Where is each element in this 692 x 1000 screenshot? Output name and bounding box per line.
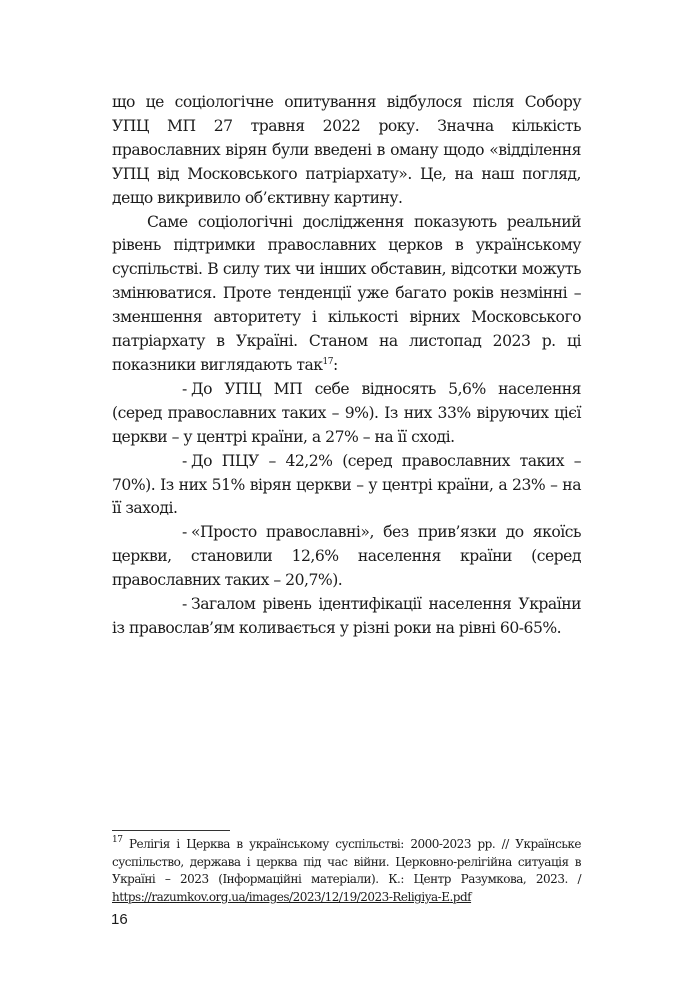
list-item xyxy=(112,378,581,450)
main-text xyxy=(112,91,581,641)
list-item-text: До УПЦ МП себе відносять 5,6% населення (серед православних таких – 9%). Із них 33% віруючих цієї церкви – у центрі країни, а 27% – на її сході. xyxy=(112,379,581,446)
list-item-text: «Просто православні», без прив’язки до якоїсь церкви, становили 12,6% населення країни (серед православних таких – 20,7%). xyxy=(112,523,581,590)
page-number: 16 xyxy=(111,911,128,928)
paragraph-2-text: Саме соціологічні дослідження показують реальний рівень підтримки православних церков в українському суспільстві. В силу тих чи інших обставин, відсотки можуть змінюватися. Проте тенденції уже багато років незмінні – зменшення авторитету і кількості вірних Московського патріархату в Україні. Станом на листопад 2023 р. ці показники виглядають так xyxy=(112,212,581,374)
list-item-text: Загалом рівень ідентифікації населення України із православ’ям коливається у різні роки на рівні 60-65%. xyxy=(112,595,581,637)
paragraph-2-tail: : xyxy=(332,355,338,374)
footnote-number: 17 xyxy=(112,835,123,845)
list-item xyxy=(112,593,581,641)
list-item-text: До ПЦУ – 42,2% (серед православних таких – 70%). Із них 51% вірян церкви – у центрі країни, а 23% – на її заході. xyxy=(112,451,581,518)
list-marker: - xyxy=(182,379,187,398)
list-item xyxy=(112,450,581,522)
footnote xyxy=(112,836,581,907)
list-marker: - xyxy=(182,451,187,470)
footnote-text: Релігія і Церква в українському суспільстві: 2000-2023 рр. // Українське суспільство, держава і церква під час війни. Церковно-релігійна ситуація в Україні – 2023 (Інформаційні матеріали). К.: Центр Разумкова, 2023. / xyxy=(112,837,581,887)
list-item xyxy=(112,521,581,593)
list-marker: - xyxy=(182,523,187,542)
list-marker: - xyxy=(182,595,187,614)
paragraph-1: що це соціологічне опитування відбулося після Собору УПЦ МП 27 травня 2022 року. Значна кількість православних вірян були введені в оману щодо «відділення УПЦ від Московського патріархату». Це, на наш погляд, дещо викривило об’єктивну картину. xyxy=(112,93,581,207)
footnote-reference[interactable]: 17 xyxy=(322,356,333,367)
footnote-separator xyxy=(112,830,230,831)
paragraph-2 xyxy=(112,211,581,378)
footnote-link[interactable]: https://razumkov.org.ua/images/2023/12/19/2023-Religiya-E.pdf xyxy=(112,890,472,905)
